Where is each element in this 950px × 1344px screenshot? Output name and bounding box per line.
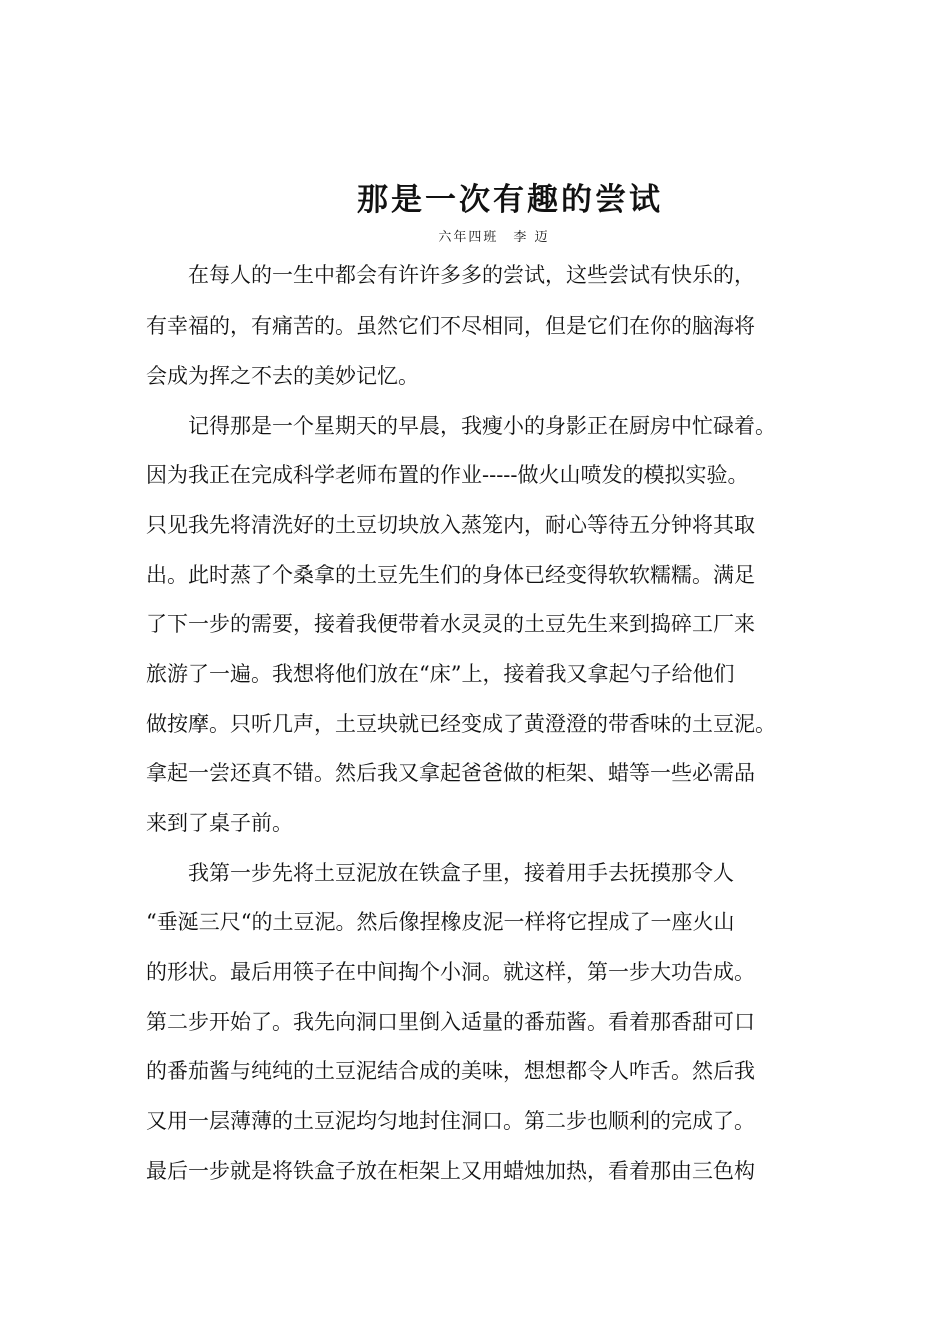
text-line: 出。此时蒸了个桑拿的土豆先生们的身体已经变得软软糯糯。满足 — [146, 563, 755, 587]
author-byline: 六年四班 李 迈 — [438, 230, 550, 245]
text-line: 又用一层薄薄的土豆泥均匀地封住洞口。第二步也顺利的完成了。 — [146, 1109, 755, 1133]
text-line: 记得那是一个星期天的早晨，我瘦小的身影正在厨房中忙碌着。 — [146, 414, 776, 438]
text-line: 我第一步先将土豆泥放在铁盒子里，接着用手去抚摸那令人 — [146, 861, 734, 885]
text-line: “垂涎三尺“的土豆泥。然后像捏橡皮泥一样将它捏成了一座火山 — [146, 910, 735, 934]
document-title: 那是一次有趣的尝试 — [357, 182, 663, 218]
text-line: 拿起一尝还真不错。然后我又拿起爸爸做的柜架、蜡等一些必需品 — [146, 761, 755, 785]
text-line: 了下一步的需要，接着我便带着水灵灵的土豆先生来到捣碎工厂来 — [146, 612, 755, 636]
text-line: 来到了桌子前。 — [146, 811, 293, 835]
text-line: 因为我正在完成科学老师布置的作业-----做火山喷发的模拟实验。 — [146, 463, 749, 487]
text-line: 第二步开始了。我先向洞口里倒入适量的番茄酱。看着那香甜可口 — [146, 1010, 755, 1034]
text-line: 会成为挥之不去的美妙记忆。 — [146, 364, 419, 388]
text-line: 最后一步就是将铁盒子放在柜架上又用蜡烛加热，看着那由三色构 — [146, 1159, 755, 1183]
text-line: 做按摩。只听几声，土豆块就已经变成了黄澄澄的带香味的土豆泥。 — [146, 712, 776, 736]
text-line: 有幸福的，有痛苦的。虽然它们不尽相同，但是它们在你的脑海将 — [146, 314, 755, 338]
text-line: 在每人的一生中都会有许许多多的尝试，这些尝试有快乐的， — [146, 263, 755, 287]
text-line: 只见我先将清洗好的土豆切块放入蒸笼内，耐心等待五分钟将其取 — [146, 513, 755, 537]
text-line: 的番茄酱与纯纯的土豆泥结合成的美味，想想都令人咋舌。然后我 — [146, 1059, 755, 1083]
text-line: 的形状。最后用筷子在中间掏个小洞。就这样，第一步大功告成。 — [146, 960, 755, 984]
text-line: 旅游了一遍。我想将他们放在“床”上，接着我又拿起勺子给他们 — [146, 662, 735, 686]
